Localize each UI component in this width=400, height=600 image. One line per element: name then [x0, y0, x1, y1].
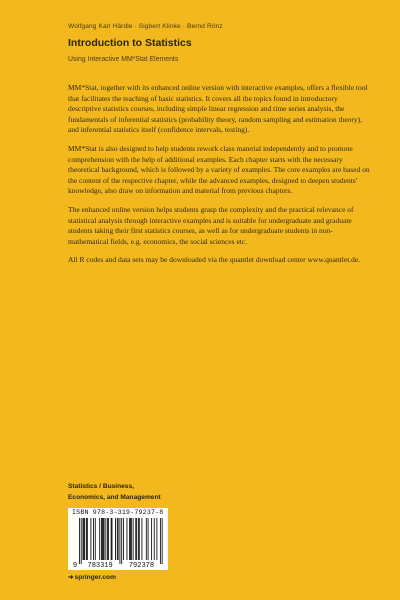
barcode-bar [119, 518, 120, 564]
publisher-link[interactable] [68, 573, 116, 581]
barcode-bar [135, 518, 136, 560]
barcode-bar [95, 518, 96, 560]
barcode-digits: 792378 [128, 562, 155, 570]
barcode-bar [101, 518, 102, 560]
barcode-bar [103, 518, 104, 560]
barcode-bar [93, 518, 94, 560]
blurb-text [68, 83, 370, 274]
blurb-paragraph: All R codes and data sets may be downloaded via the quantlet download center www.quantlet.de. [68, 255, 361, 265]
blurb-paragraph: The enhanced online version helps students grasp the complexity and the practical relevance of statistical analysis through interactive examples and is suitable for undergraduate and graduate students taking their first statistics courses, as well as for undergraduate students in non-mathematical fields, e.g. economics, the social sciences etc. [68, 204, 354, 246]
barcode-bar [123, 518, 124, 560]
barcode-bar [104, 518, 105, 560]
barcode-bar [118, 518, 119, 560]
barcode-bar [108, 518, 109, 560]
barcode-bar [133, 518, 134, 560]
barcode-bar [129, 518, 130, 560]
barcode-bar [162, 518, 163, 564]
barcode-digits: 9 [72, 562, 78, 570]
barcode-bar [160, 518, 161, 564]
barcode-bar [138, 518, 139, 560]
series-category [68, 482, 161, 504]
barcode-bar [111, 518, 112, 560]
barcode-bar [156, 518, 157, 560]
book-subtitle: Using Interactive MM*Stat Elements [68, 56, 179, 63]
barcode-bar [115, 518, 116, 560]
barcode-bar [83, 518, 84, 560]
barcode-bar [90, 518, 91, 560]
barcode-bar [141, 518, 142, 560]
barcode-bar [86, 518, 87, 560]
barcode-bar [139, 518, 140, 560]
barcode-bar [136, 518, 137, 560]
barcode-bar [83, 518, 84, 560]
barcode-bar [154, 518, 155, 560]
series-line: Statistics / Business, [68, 483, 134, 490]
barcode-bar [84, 518, 85, 560]
barcode-digits: 783319 [87, 562, 113, 570]
barcode-bar [105, 518, 106, 560]
barcode-bar [112, 518, 113, 560]
isbn-number: ISBN 978-3-319-79237-8 [72, 509, 164, 516]
arrow-icon: ➜ [68, 574, 74, 581]
series-line: Economics, and Management [68, 493, 161, 501]
author-list: Wolfgang Karl Härdle · Sigbert Klinke · Bernd Rönz [68, 23, 223, 30]
barcode-bar [99, 518, 100, 560]
barcode-graphic [68, 508, 168, 570]
blurb-paragraph: MM*Stat, together with its enhanced online version with interactive examples, offers a flexible tool that facilitates the teaching of basic statistics. It covers all the topics found in introductory descriptive statistics courses, including simple linear regression and time series analysis, the fundamentals of inferential statistics (probability theory, random sampling and estimation theory), and inferential statistics itself (confidence intervals, testing). [68, 83, 368, 135]
barcode-bar [127, 518, 128, 560]
barcode-bar [79, 518, 80, 564]
barcode-bar [87, 518, 88, 560]
publisher-url: springer.com [74, 574, 116, 581]
barcode [68, 508, 168, 570]
barcode-bar [148, 518, 149, 560]
barcode-bar [117, 518, 118, 560]
barcode-bar [121, 518, 122, 564]
book-title: Introduction to Statistics [68, 37, 192, 49]
barcode-bar [130, 518, 131, 560]
barcode-bar [131, 518, 132, 560]
barcode-bar [146, 518, 147, 560]
barcode-bar [81, 518, 82, 564]
barcode-bar [151, 518, 152, 560]
barcode-bar [107, 518, 108, 560]
blurb-paragraph: MM*Stat is also designed to help students rework class material independently and to promote comprehension with the help of additional examples. Each chapter starts with the necessary theoretical background, which is followed by a variety of examples. The core examples are based on the content of the respective chapter, while the advanced examples, designed to deepen students' knowledge, also draw on information and material from previous chapters. [68, 143, 370, 196]
barcode-bar [102, 518, 103, 560]
